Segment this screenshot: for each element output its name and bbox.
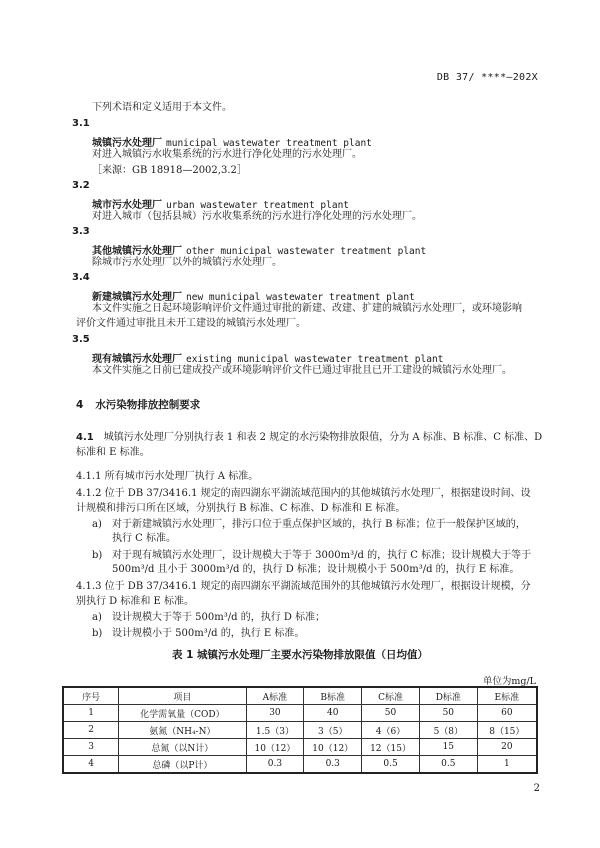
table-cell: 8（15） (477, 722, 537, 739)
table-cell: 12（15） (362, 739, 420, 756)
table-row (63, 756, 537, 774)
table-row (63, 739, 537, 756)
header-cell: E标准 (477, 687, 537, 705)
table-cell: 10（12） (246, 739, 304, 756)
header-cell: 序号 (63, 687, 119, 705)
table-cell: 0.5 (419, 756, 477, 774)
table-cell: 1 (63, 705, 119, 722)
term-name-en: new municipal wastewater treatment plant (186, 292, 415, 303)
table-cell: 30 (246, 705, 304, 722)
term-number: 3.3 (72, 226, 90, 237)
header-cell: C标准 (362, 687, 420, 705)
term-heading (92, 134, 372, 149)
table-cell: 50 (419, 705, 477, 722)
table-cell: 0.5 (362, 756, 420, 774)
table-cell: 20 (477, 739, 537, 756)
term-definition: 本文件实施之日起环境影响评价文件通过审批的新建、改建、扩建的城镇污水处理厂，或环境影响 (92, 303, 522, 314)
list-label: a) (92, 519, 102, 530)
table-cell: 2 (63, 722, 119, 739)
term-definition: 本文件实施之日前已建成投产或环境影响评价文件已通过审批且已开工建设的城镇污水处理厂。 (92, 365, 512, 376)
emission-limits-table (62, 686, 538, 774)
header-cell: B标准 (304, 687, 362, 705)
term-heading (92, 242, 426, 257)
list-item: 对于现有城镇污水处理厂，设计规模大于等于 3000m³/d 的，执行 C 标准；设计规模大于等于 (112, 550, 532, 561)
table-cell: 4 (63, 756, 119, 774)
table-title: 表 1 城镇污水处理厂主要水污染物排放限值（日均值） (171, 649, 429, 661)
term-name-en: other municipal wastewater treatment plant (186, 246, 427, 257)
term-definition: 评价文件通过审批且未开工建设的城镇污水处理厂。 (76, 318, 306, 329)
term-name-en: existing municipal wastewater treatment plant (186, 354, 444, 365)
list-label: b) (92, 550, 103, 561)
list-item: 500m³/d 且小于 3000m³/d 的，执行 D 标准；设计规模小于 500m³/d 的，执行 E 标准。 (112, 564, 520, 575)
term-definition: 除城市污水处理厂以外的城镇污水处理厂。 (92, 257, 282, 268)
page-number: 2 (533, 783, 540, 794)
table-cell: 5（8） (419, 722, 477, 739)
table-cell: 总氮（以N计） (119, 739, 246, 756)
table-cell: 4（6） (362, 722, 420, 739)
document-code: DB 37/ ****—202X (436, 72, 538, 83)
table-cell: 40 (304, 705, 362, 722)
term-heading (92, 288, 415, 303)
section-heading (76, 397, 200, 412)
table-cell: 60 (477, 705, 537, 722)
table-cell: 1.5（3） (246, 722, 304, 739)
table-cell: 化学需氧量（COD） (119, 705, 246, 722)
term-name-zh: 新建城镇污水处理厂 (92, 292, 182, 303)
table-cell: 0.3 (246, 756, 304, 774)
table-cell: 3 (63, 739, 119, 756)
clause-text: 城镇污水处理厂分别执行表 1 和表 2 规定的水污染物排放限值，分为 A 标准、B 标准、C 标准、D (103, 432, 543, 443)
term-source: ［来源：GB 18918—2002,3.2］ (92, 165, 247, 176)
term-name-zh: 城市污水处理厂 (92, 200, 162, 211)
clause-4-1-2: 4.1.2 位于 DB 37/3416.1 规定的南四湖东平湖流域范围内的其他城镇污水处理厂，根据建设时间、设 (76, 488, 531, 499)
list-label: b) (92, 628, 103, 639)
term-name-zh: 现有城镇污水处理厂 (92, 354, 182, 365)
term-name-en: urban wastewater treatment plant (166, 200, 350, 211)
table-cell: 10（12） (304, 739, 362, 756)
list-item: 执行 C 标准。 (112, 533, 177, 544)
term-definition: 对进入城镇污水收集系统的污水进行净化处理的污水处理厂。 (92, 149, 362, 160)
list-item: 对于新建城镇污水处理厂，排污口位于重点保护区域的，执行 B 标准；位于一般保护区域的， (112, 519, 526, 530)
header-cell: 项目 (119, 687, 246, 705)
clause-text: 计规模和排污口所在区域，分别执行 B 标准、C 标准、D 标准和 E 标准。 (76, 503, 406, 514)
list-label: a) (92, 612, 102, 623)
table-cell: 0.3 (304, 756, 362, 774)
section-number: 4 (76, 399, 84, 411)
term-number: 3.1 (72, 118, 90, 129)
table-cell: 氨氮（NH₄-N） (119, 722, 246, 739)
header-cell: D标准 (419, 687, 477, 705)
section-title: 水污染物排放控制要求 (95, 399, 201, 411)
table-row (63, 705, 537, 722)
term-name-zh: 城镇污水处理厂 (92, 138, 162, 149)
term-definition: 对进入城市（包括县城）污水收集系统的污水进行净化处理的污水处理厂。 (92, 211, 422, 222)
list-item: 设计规模小于 500m³/d 的，执行 E 标准。 (112, 628, 305, 639)
table-cell: 15 (419, 739, 477, 756)
header-cell: A标准 (246, 687, 304, 705)
table-cell: 1 (477, 756, 537, 774)
table-unit: 单位为mg/L (482, 676, 536, 687)
table-cell: 50 (362, 705, 420, 722)
table-header-row (63, 687, 537, 705)
term-number: 3.4 (72, 272, 90, 283)
clause-4-1-3: 4.1.3 位于 DB 37/3416.1 规定的南四湖东平湖流域范围外的其他城镇污水处理厂，根据设计规模，分 (76, 581, 531, 592)
table-row (63, 722, 537, 739)
term-heading (92, 196, 349, 211)
clause-number: 4.1 (76, 432, 94, 443)
clause-text: 标准和 E 标准。 (76, 447, 150, 458)
term-number: 3.5 (72, 334, 90, 345)
term-name-zh: 其他城镇污水处理厂 (92, 246, 182, 257)
clause-4-1-1: 4.1.1 所有城市污水处理厂执行 A 标准。 (76, 471, 259, 482)
table-cell: 3（5） (304, 722, 362, 739)
table-cell: 总磷（以P计） (119, 756, 246, 774)
term-name-en: municipal wastewater treatment plant (166, 138, 372, 149)
term-number: 3.2 (72, 180, 90, 191)
intro-text: 下列术语和定义适用于本文件。 (92, 102, 232, 113)
clause-4-1 (76, 431, 542, 445)
term-heading (92, 350, 443, 365)
list-item: 设计规模大于等于 500m³/d 的，执行 D 标准； (112, 612, 326, 623)
clause-text: 别执行 D 标准和 E 标准。 (76, 596, 195, 607)
